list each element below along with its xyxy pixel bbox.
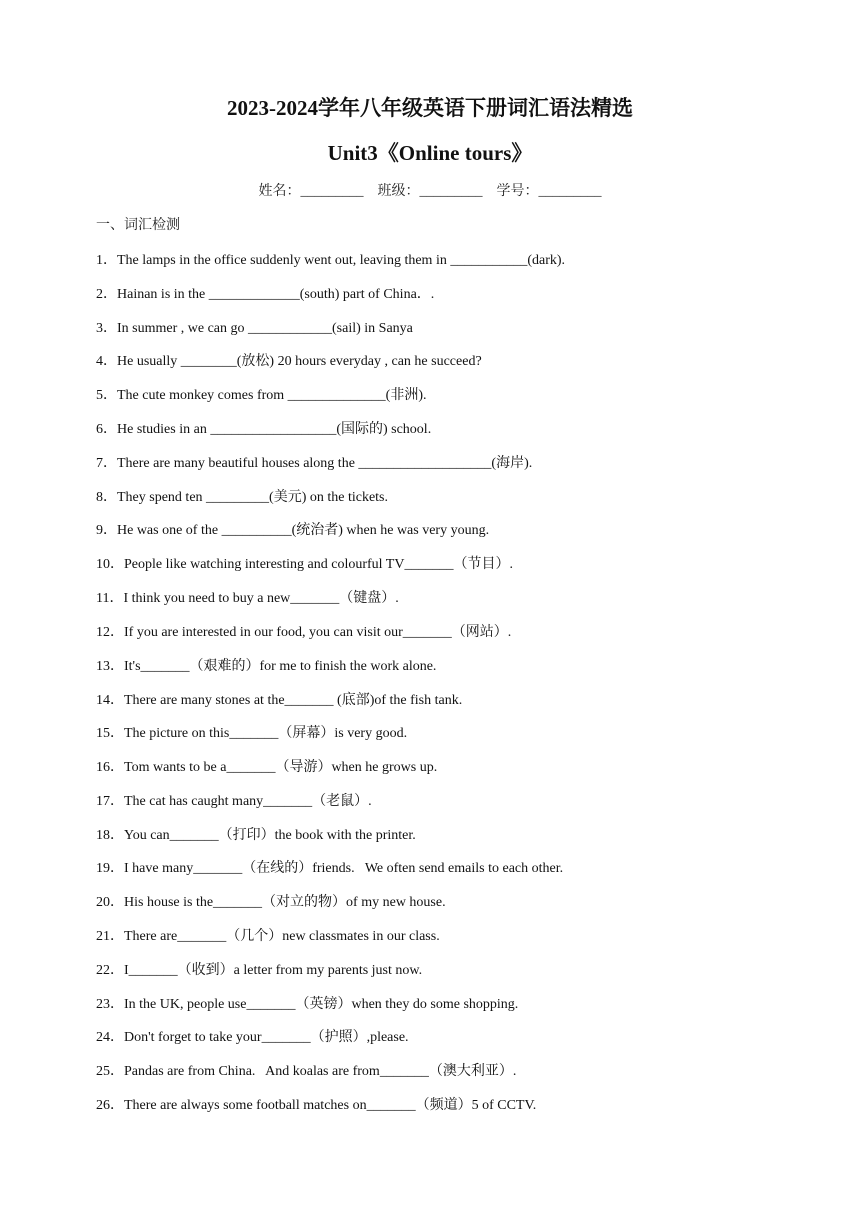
question-item: 11．I think you need to buy a new_______（键盘）.: [96, 591, 399, 606]
question-item: 3．In summer , we can go ____________(sail) in Sanya: [96, 321, 413, 336]
question-item: 2．Hainan is in the _____________(south) part of China．.: [96, 287, 435, 302]
section-title: 一、词汇检测: [96, 218, 180, 233]
question-item: 13．It's_______（艰难的）for me to finish the work alone.: [96, 659, 437, 674]
question-item: 18．You can_______（打印）the book with the printer.: [96, 828, 416, 843]
question-item: 21．There are_______（几个）new classmates in our class.: [96, 929, 440, 944]
question-item: 9．He was one of the __________(统治者) when he was very young.: [96, 523, 490, 538]
document-title: 2023-2024学年八年级英语下册词汇语法精选: [227, 96, 633, 120]
question-item: 22．I_______（收到）a letter from my parents just now.: [96, 963, 423, 978]
question-item: 17．The cat has caught many_______（老鼠）.: [96, 794, 372, 809]
student-info-line: [0, 180, 860, 200]
question-item: 15．The picture on this_______（屏幕）is very good.: [96, 726, 408, 741]
question-item: 23．In the UK, people use_______（英镑）when they do some shopping.: [96, 997, 519, 1012]
question-item: 6．He studies in an __________________(国际的) school.: [96, 422, 432, 437]
question-item: 7．There are many beautiful houses along the ___________________(海岸).: [96, 456, 533, 471]
question-item: 20．His house is the_______（对立的物）of my new house.: [96, 895, 446, 910]
question-item: 12．If you are interested in our food, you can visit our_______（网站）.: [96, 625, 512, 640]
question-item: 24．Don't forget to take your_______（护照）,please.: [96, 1030, 409, 1045]
question-item: 4．He usually ________(放松) 20 hours everyday , can he succeed?: [96, 354, 482, 369]
question-item: 14．There are many stones at the_______ (底部)of the fish tank.: [96, 693, 463, 708]
student-id-field: 学号：_________: [496, 184, 602, 199]
question-item: 8．They spend ten _________(美元) on the tickets.: [96, 490, 389, 505]
question-item: 16．Tom wants to be a_______（导游）when he grows up.: [96, 760, 438, 775]
class-field: 班级：_________: [377, 184, 483, 199]
question-item: 26．There are always some football matches on_______（频道）5 of CCTV.: [96, 1098, 537, 1113]
question-item: 5．The cute monkey comes from ______________(非洲).: [96, 388, 427, 403]
name-field: 姓名：_________: [258, 184, 364, 199]
document-subtitle: Unit3《Online tours》: [327, 141, 533, 165]
question-item: 10．People like watching interesting and colourful TV_______（节目）.: [96, 557, 513, 572]
question-item: 19．I have many_______（在线的）friends. We often send emails to each other.: [96, 861, 564, 876]
question-item: 1．The lamps in the office suddenly went out, leaving them in ___________(dark).: [96, 253, 566, 268]
question-item: 25．Pandas are from China. And koalas are from_______（澳大利亚）.: [96, 1064, 517, 1079]
